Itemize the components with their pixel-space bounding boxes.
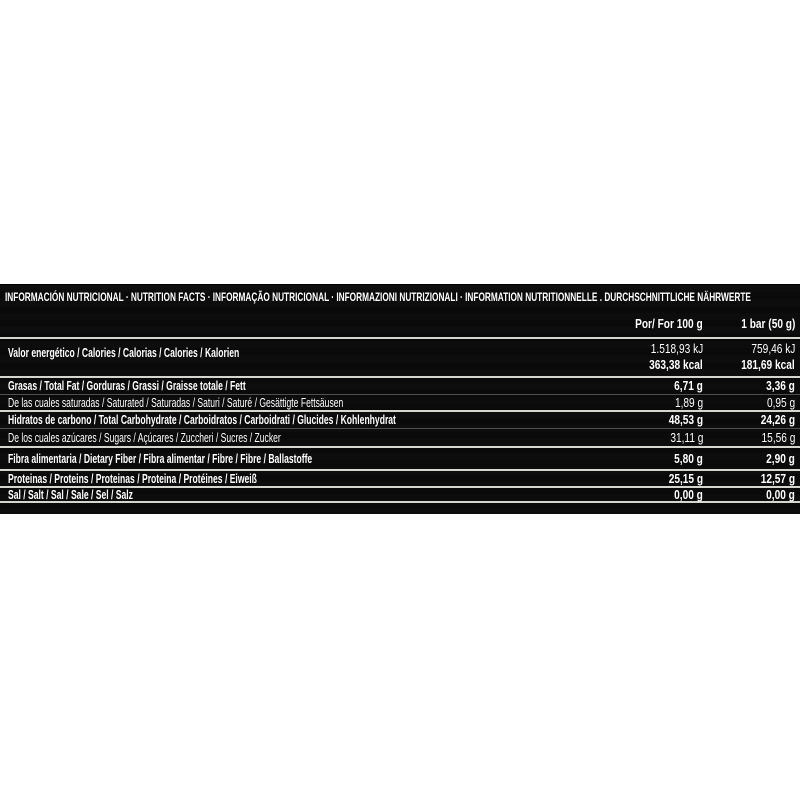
nutrition-header [0,285,800,309]
energy-per-100g-kcal: 363,38 kcal [649,357,703,372]
nutrition-label-band [0,284,800,514]
protein-per-100g: 25,15 g [668,470,703,486]
saturated-fat-per-100g: 1,89 g [674,394,703,410]
energy-per-bar-kcal: 181,69 kcal [741,357,795,372]
row-total-fat-label: Grasas / Total Fat / Gorduras / Grassi / Graisse totale / Fett [8,378,246,393]
row-salt-label: Sal / Salt / Sal / Sale / Sel / Salz [8,486,133,502]
sugars-per-100g: 31,11 g [669,429,703,445]
row-total-fat [0,378,800,394]
row-protein-label: Proteinas / Proteins / Proteinas / Proteina / Protéines / Eiweiß [8,470,257,486]
row-carbohydrate [0,412,800,428]
row-fiber-label: Fibra alimentaria / Dietary Fiber / Fibra alimentar / Fibre / Fibre / Ballastoffe [8,450,313,466]
saturated-fat-per-bar: 0,95 g [766,394,795,410]
row-protein [0,471,800,486]
column-header-per-100g: Por/ For 100 g [635,316,703,331]
column-headers [0,309,800,337]
nutrition-header-title: INFORMACIÓN NUTRICIONAL · NUTRITION FACTS · INFORMAÇÃO NUTRICIONAL · INFORMAZIONI NUTRIZIONALI · INFORMATION NUTRITIONNELLE . DURCHSCHNITTLICHE NÄHRWERTE [5,290,751,304]
row-sugars [0,429,800,446]
row-salt [0,488,800,501]
fiber-per-100g: 5,80 g [674,450,703,466]
row-sugars-label: De los cuales azúcares / Sugars / Açúcares / Zuccheri / Sucres / Zucker [8,429,281,445]
salt-per-bar: 0,00 g [766,486,795,502]
carbohydrate-per-100g: 48,53 g [668,412,703,427]
energy-per-bar-kj: 759,46 kJ [751,341,795,356]
sugars-per-bar: 15,56 g [761,429,795,445]
band-bottom-padding [0,503,800,514]
salt-per-100g: 0,00 g [674,486,703,502]
row-saturated-fat [0,395,800,410]
row-saturated-fat-label: De las cuales saturadas / Saturated / Saturadas / Saturi / Saturé / Gesättigte Fettsäusen [8,394,344,410]
total-fat-per-bar: 3,36 g [766,378,795,393]
protein-per-bar: 12,57 g [760,470,795,486]
row-energy-label: Valor energético / Calories / Calorias / Calories / Kalorien [8,345,240,360]
energy-per-100g-kj: 1.518,93 kJ [650,341,703,356]
row-fiber [0,448,800,469]
column-header-per-bar: 1 bar (50 g) [740,316,795,331]
carbohydrate-per-bar: 24,26 g [760,412,795,427]
fiber-per-bar: 2,90 g [766,450,795,466]
row-carbohydrate-label: Hidratos de carbono / Total Carbohydrate / Carboidratos / Carboidrati / Glucides / Kohlenhydrat [8,412,396,427]
row-energy [0,339,800,376]
total-fat-per-100g: 6,71 g [674,378,703,393]
